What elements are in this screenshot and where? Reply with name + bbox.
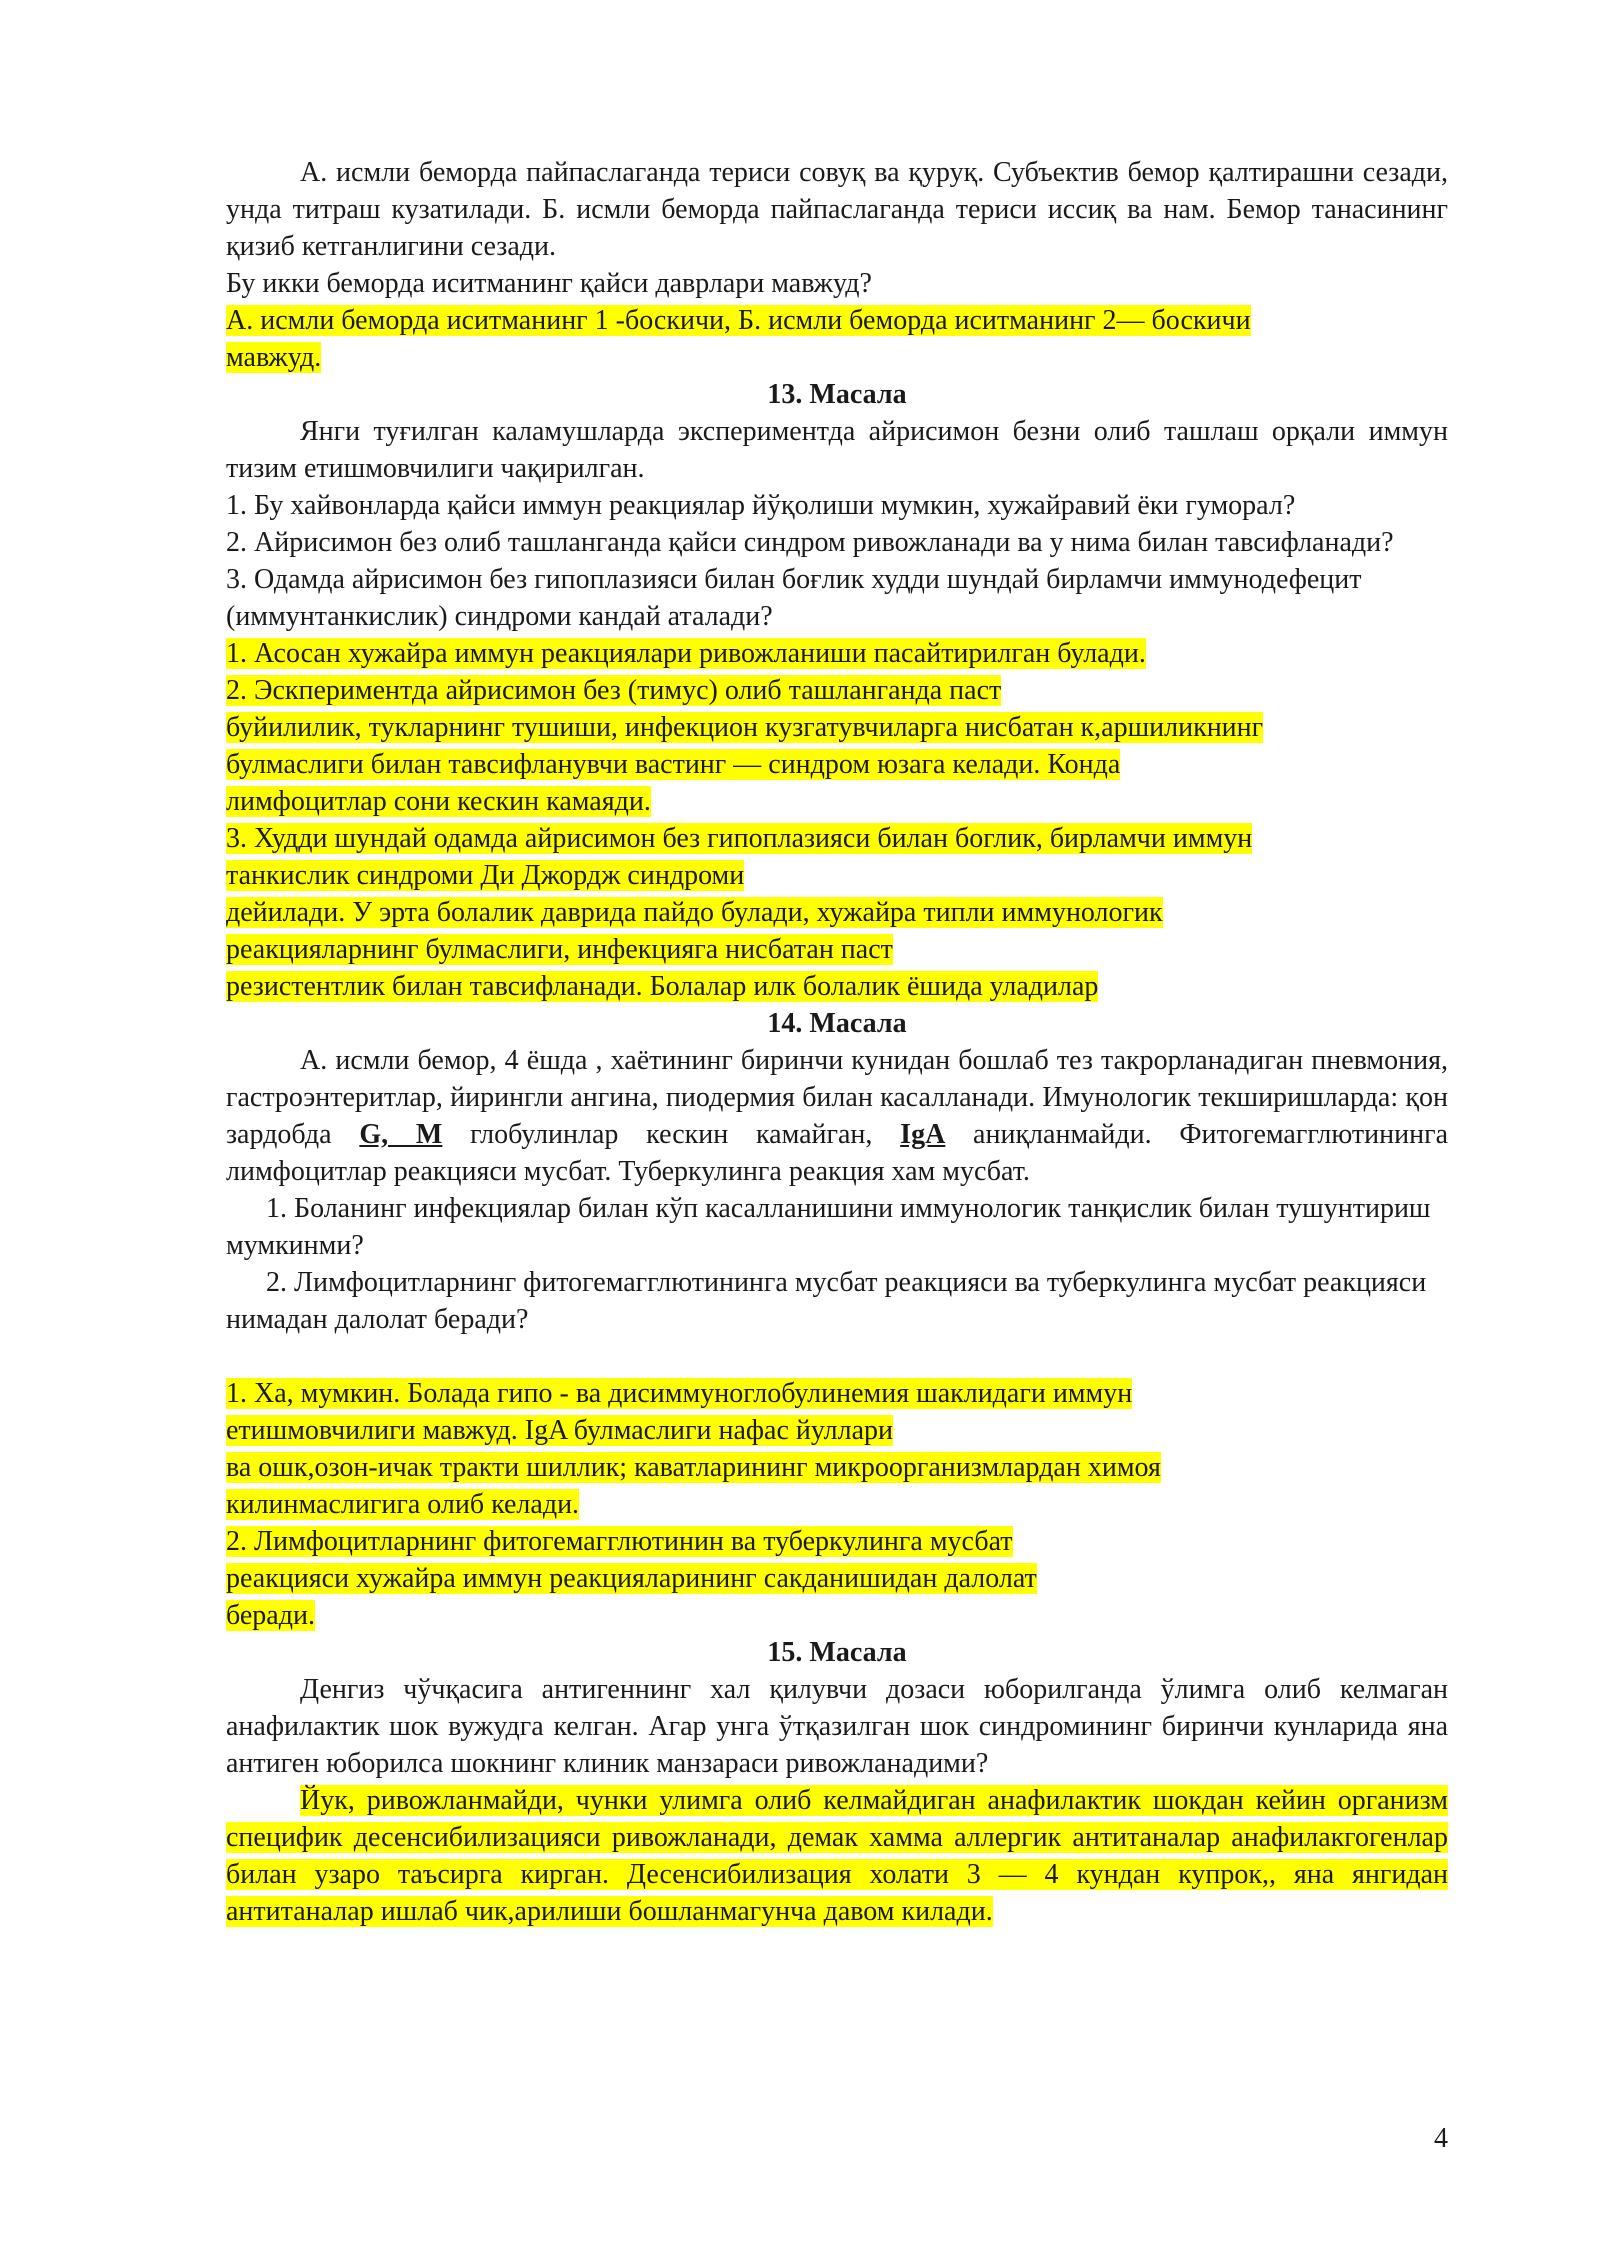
problem13-question-1: 1. Бу хайвонларда қайси иммун реакциялар йўқолиши мумкин, хужайравий ёки гуморал? [226, 490, 1296, 521]
problem15-heading: 15. Масала [767, 1637, 907, 1668]
answer-line: танкислик синдроми Ди Джордж синдроми [226, 860, 745, 891]
answer-line: булмаслиги билан тавсифланувчи вастинг — синдром юзага келади. Конда [226, 749, 1121, 780]
answer-line: резистентлик билан тавсифланади. Болалар илк болалик ёшида уладилар [226, 971, 1099, 1002]
answer-line: реакцияси хужайра иммун реакцияларининг сакданишидан далолат [226, 1563, 1037, 1594]
answer-line: буйилилик, тукларнинг тушиши, инфекцион кузгатувчиларга нисбатан к,аршиликнинг [226, 712, 1264, 743]
problem12-answer [226, 302, 1448, 376]
problem13-question-2: 2. Айрисимон без олиб ташланганда қайси синдром ривожланади ва у нима билан тавсифланади? [226, 527, 1394, 558]
problem15-intro: Денгиз чўчқасига антигеннинг хал қилувчи дозаси юборилганда ўлимга олиб келмаган анафилактик шок вужудга келган. Агар унга ўтқазилган шок синдромининг биринчи кунларида яна антиген юборилса шокнинг клиник манзараси ривожланадими? [226, 1674, 1448, 1779]
answer-line: 3. Худди шундай одамда айрисимон без гипоплазияси билан боглик, бирламчи иммун [226, 823, 1253, 854]
problem12-text: А. исмли беморда пайпаслаганда териси совуқ ва қуруқ. Субъектив бемор қалтирашни сезади, унда титраш кузатилади. Б. исмли беморда пайпаслаганда териси иссиқ ва нам. Бемор танасининг қизиб кетганлигини сезади. [226, 157, 1448, 262]
answer-line: дейилади. У эрта болалик даврида пайдо булади, хужайра типли иммунологик [226, 897, 1163, 928]
problem13-question-3: 3. Одамда айрисимон без гипоплазияси билан боғлик худди шундай бирламчи иммунодефецит (иммунтанкислик) синдроми кандай аталади? [226, 564, 1362, 632]
answer-line: 1. Ха, мумкин. Болада гипо - ва дисиммуноглобулинемия шаклидаги иммун [226, 1378, 1133, 1409]
answer-line: беради. [226, 1600, 315, 1631]
problem14-intro [226, 1042, 1448, 1190]
answer-line: реакцияларнинг булмаслиги, инфекцияга нисбатан паст [226, 934, 893, 965]
answer-line: килинмаслигига олиб келади. [226, 1489, 580, 1520]
problem15-answer-text: Йук, ривожланмайди, чунки улимга олиб келмайдиган анафилактик шокдан кейин организм специфик десенсибилизацияси ривожланади, демак хамма аллергик антитаналар анафилакгогенлар билан узаро таъсирга кирган. Десенсибилизация холати 3 — 4 кундан купрок,, яна янгидан антитаналар ишлаб чик,арилиши бошланмагунча давом килади. [226, 1785, 1448, 1927]
problem12-question: Бу икки беморда иситманинг қайси даврлари мавжуд? [226, 268, 872, 299]
problem14-answers [226, 1375, 1448, 1634]
problem14-intro-part: А. исмли бемор, 4 ёшда , хаётининг биринчи кунидан бошлаб тез такрорланадиган пневмония, гастроэнтеритлар, йирингли ангина, пиодермия билан касалланади. Имунологик текширишларда: қон зардобда [226, 1045, 1448, 1150]
answer-line: етишмовчилиги мавжуд. IgA булмаслиги нафас йуллари [226, 1415, 894, 1446]
problem12-answer-line: мавжуд. [226, 342, 322, 373]
answer-line: 1. Асосан хужайра иммун реакциялари ривожланиши пасайтирилган булади. [226, 638, 1146, 669]
answer-line: 2. Эскпериментда айрисимон без (тимус) олиб ташланганда паст [226, 675, 1002, 706]
problem13-answers [226, 635, 1448, 1005]
immunoglobulin-gm: G, M [359, 1119, 443, 1150]
problem15-answer [226, 1782, 1448, 1930]
problem14-question-2: 2. Лимфоцитларнинг фитогемагглютининга мусбат реакцияси ва туберкулинга мусбат реакцияси нимадан далолат беради? [226, 1267, 1427, 1335]
answer-line: лимфоцитлар сони кескин камаяди. [226, 786, 651, 817]
problem14-intro-part: глобулинлар кескин камайган, [442, 1119, 901, 1150]
answer-line: 2. Лимфоцитларнинг фитогемагглютинин ва туберкулинга мусбат [226, 1526, 1013, 1557]
problem13-heading: 13. Масала [767, 379, 907, 410]
page-number: 4 [1434, 2123, 1448, 2154]
problem12-answer-line: А. исмли беморда иситманинг 1 -боскичи, Б. исмли беморда иситманинг 2— боскичи [226, 305, 1251, 336]
blank-line [226, 1338, 1448, 1375]
page-content [226, 154, 1448, 1930]
answer-line: ва ошк,озон-ичак тракти шиллик; каватларининг микроорганизмлардан химоя [226, 1452, 1161, 1483]
immunoglobulin-a: IgA [900, 1119, 946, 1150]
problem14-question-1: 1. Боланинг инфекциялар билан кўп касалланишини иммунологик танқислик билан тушунтириш мумкинми? [226, 1193, 1431, 1261]
problem14-heading: 14. Масала [767, 1008, 907, 1039]
problem13-intro: Янги туғилган каламушларда экспериментда айрисимон безни олиб ташлаш орқали иммун тизим етишмовчилиги чақирилган. [226, 416, 1448, 484]
problem14-intro-part: аниқланмайди. Фитогемагглютининга лимфоцитлар реакцияси мусбат. Туберкулинга реакция хам мусбат. [226, 1119, 1448, 1187]
